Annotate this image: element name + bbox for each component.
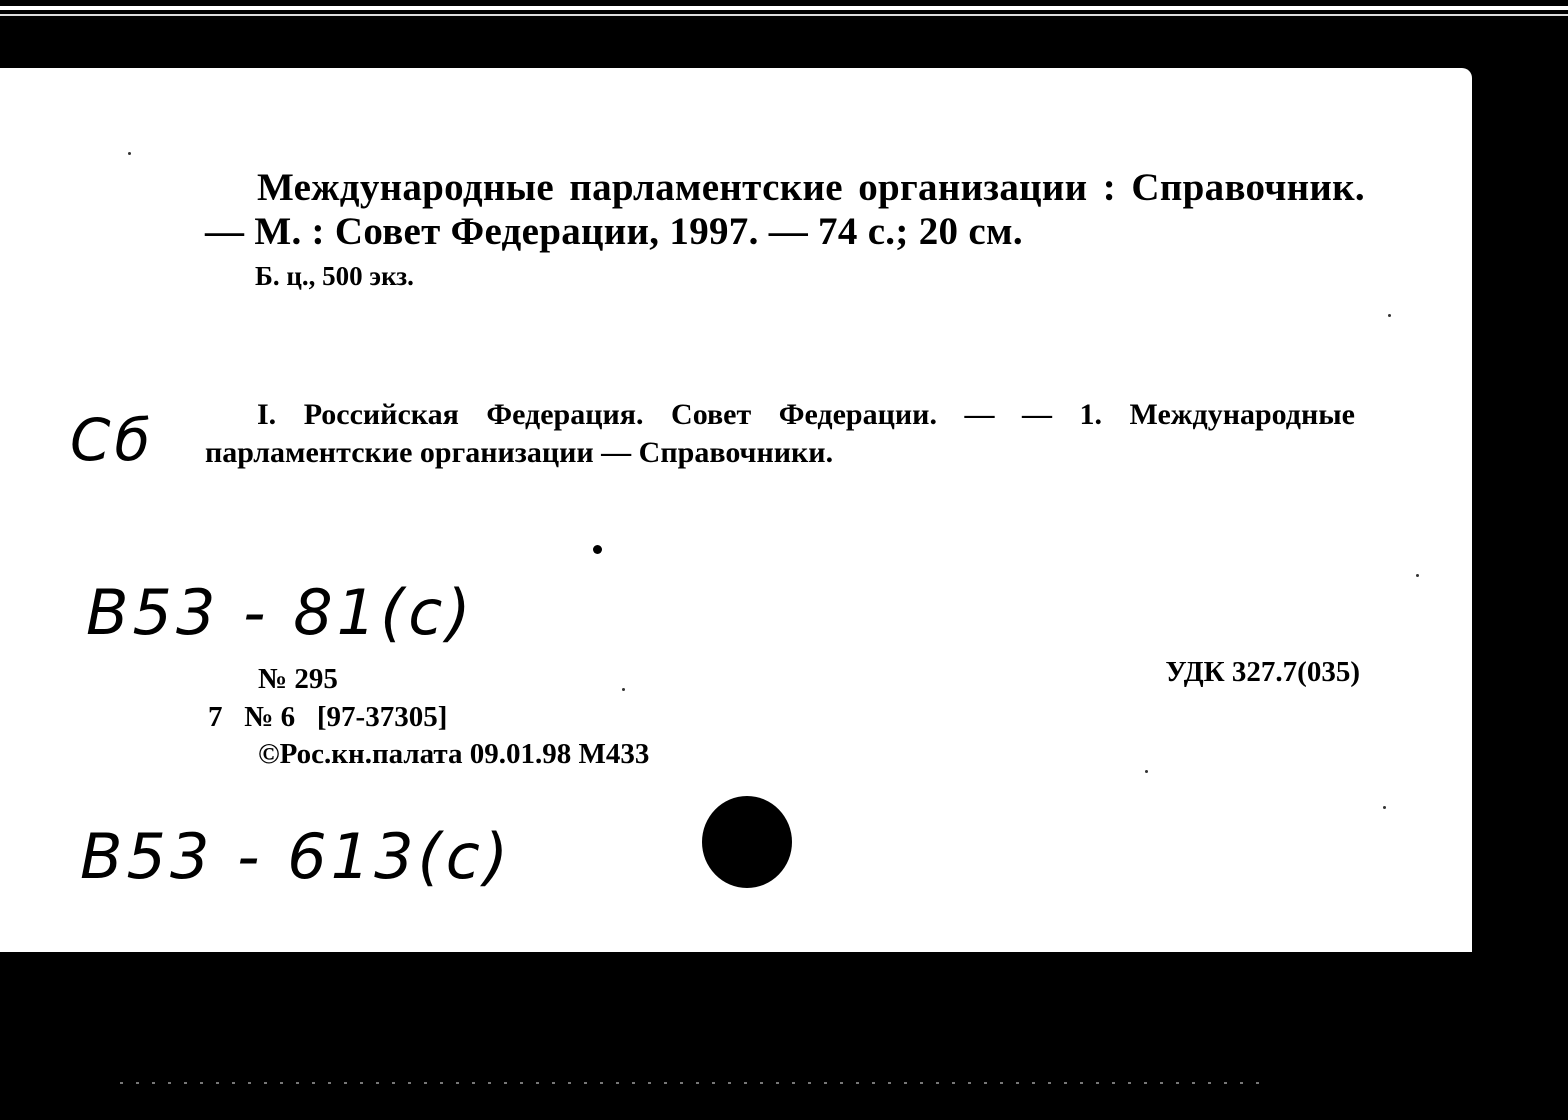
handwritten-call-number-2: B53 - 613(с) (80, 820, 513, 893)
record-number: № 295 (258, 663, 338, 695)
handwritten-margin-mark: Сб (70, 406, 155, 474)
copyright-line: ©Рос.кн.палата 09.01.98 М433 (258, 738, 650, 770)
speck (1388, 314, 1391, 317)
price-and-print-run: Б. ц., 500 экз. (255, 261, 414, 291)
handwritten-call-number-1: B53 - 81(с) (86, 576, 475, 649)
sequence-number: 7 № 6 [97-37305] (208, 701, 448, 733)
speck (128, 152, 131, 155)
speck (1416, 574, 1419, 577)
bottom-scan-dots (120, 1082, 1270, 1084)
catalog-card (0, 68, 1472, 952)
ink-dot-small (593, 545, 602, 554)
speck (1383, 806, 1386, 809)
speck (1145, 770, 1148, 773)
subject-headings: I. Российская Федерация. Совет Федерации. — — 1. Международные парламентские организации — Справочники. (205, 398, 1355, 469)
top-border-line (0, 6, 1568, 10)
speck (622, 688, 625, 691)
bibliographic-title: Международные парламентские организации : Справочник. — М. : Совет Федерации, 1997. — 74 с.; 20 см. (205, 166, 1365, 253)
punch-hole (702, 796, 792, 888)
top-border-line-thin (0, 14, 1568, 16)
udk-code: УДК 327.7(035) (1165, 656, 1360, 688)
